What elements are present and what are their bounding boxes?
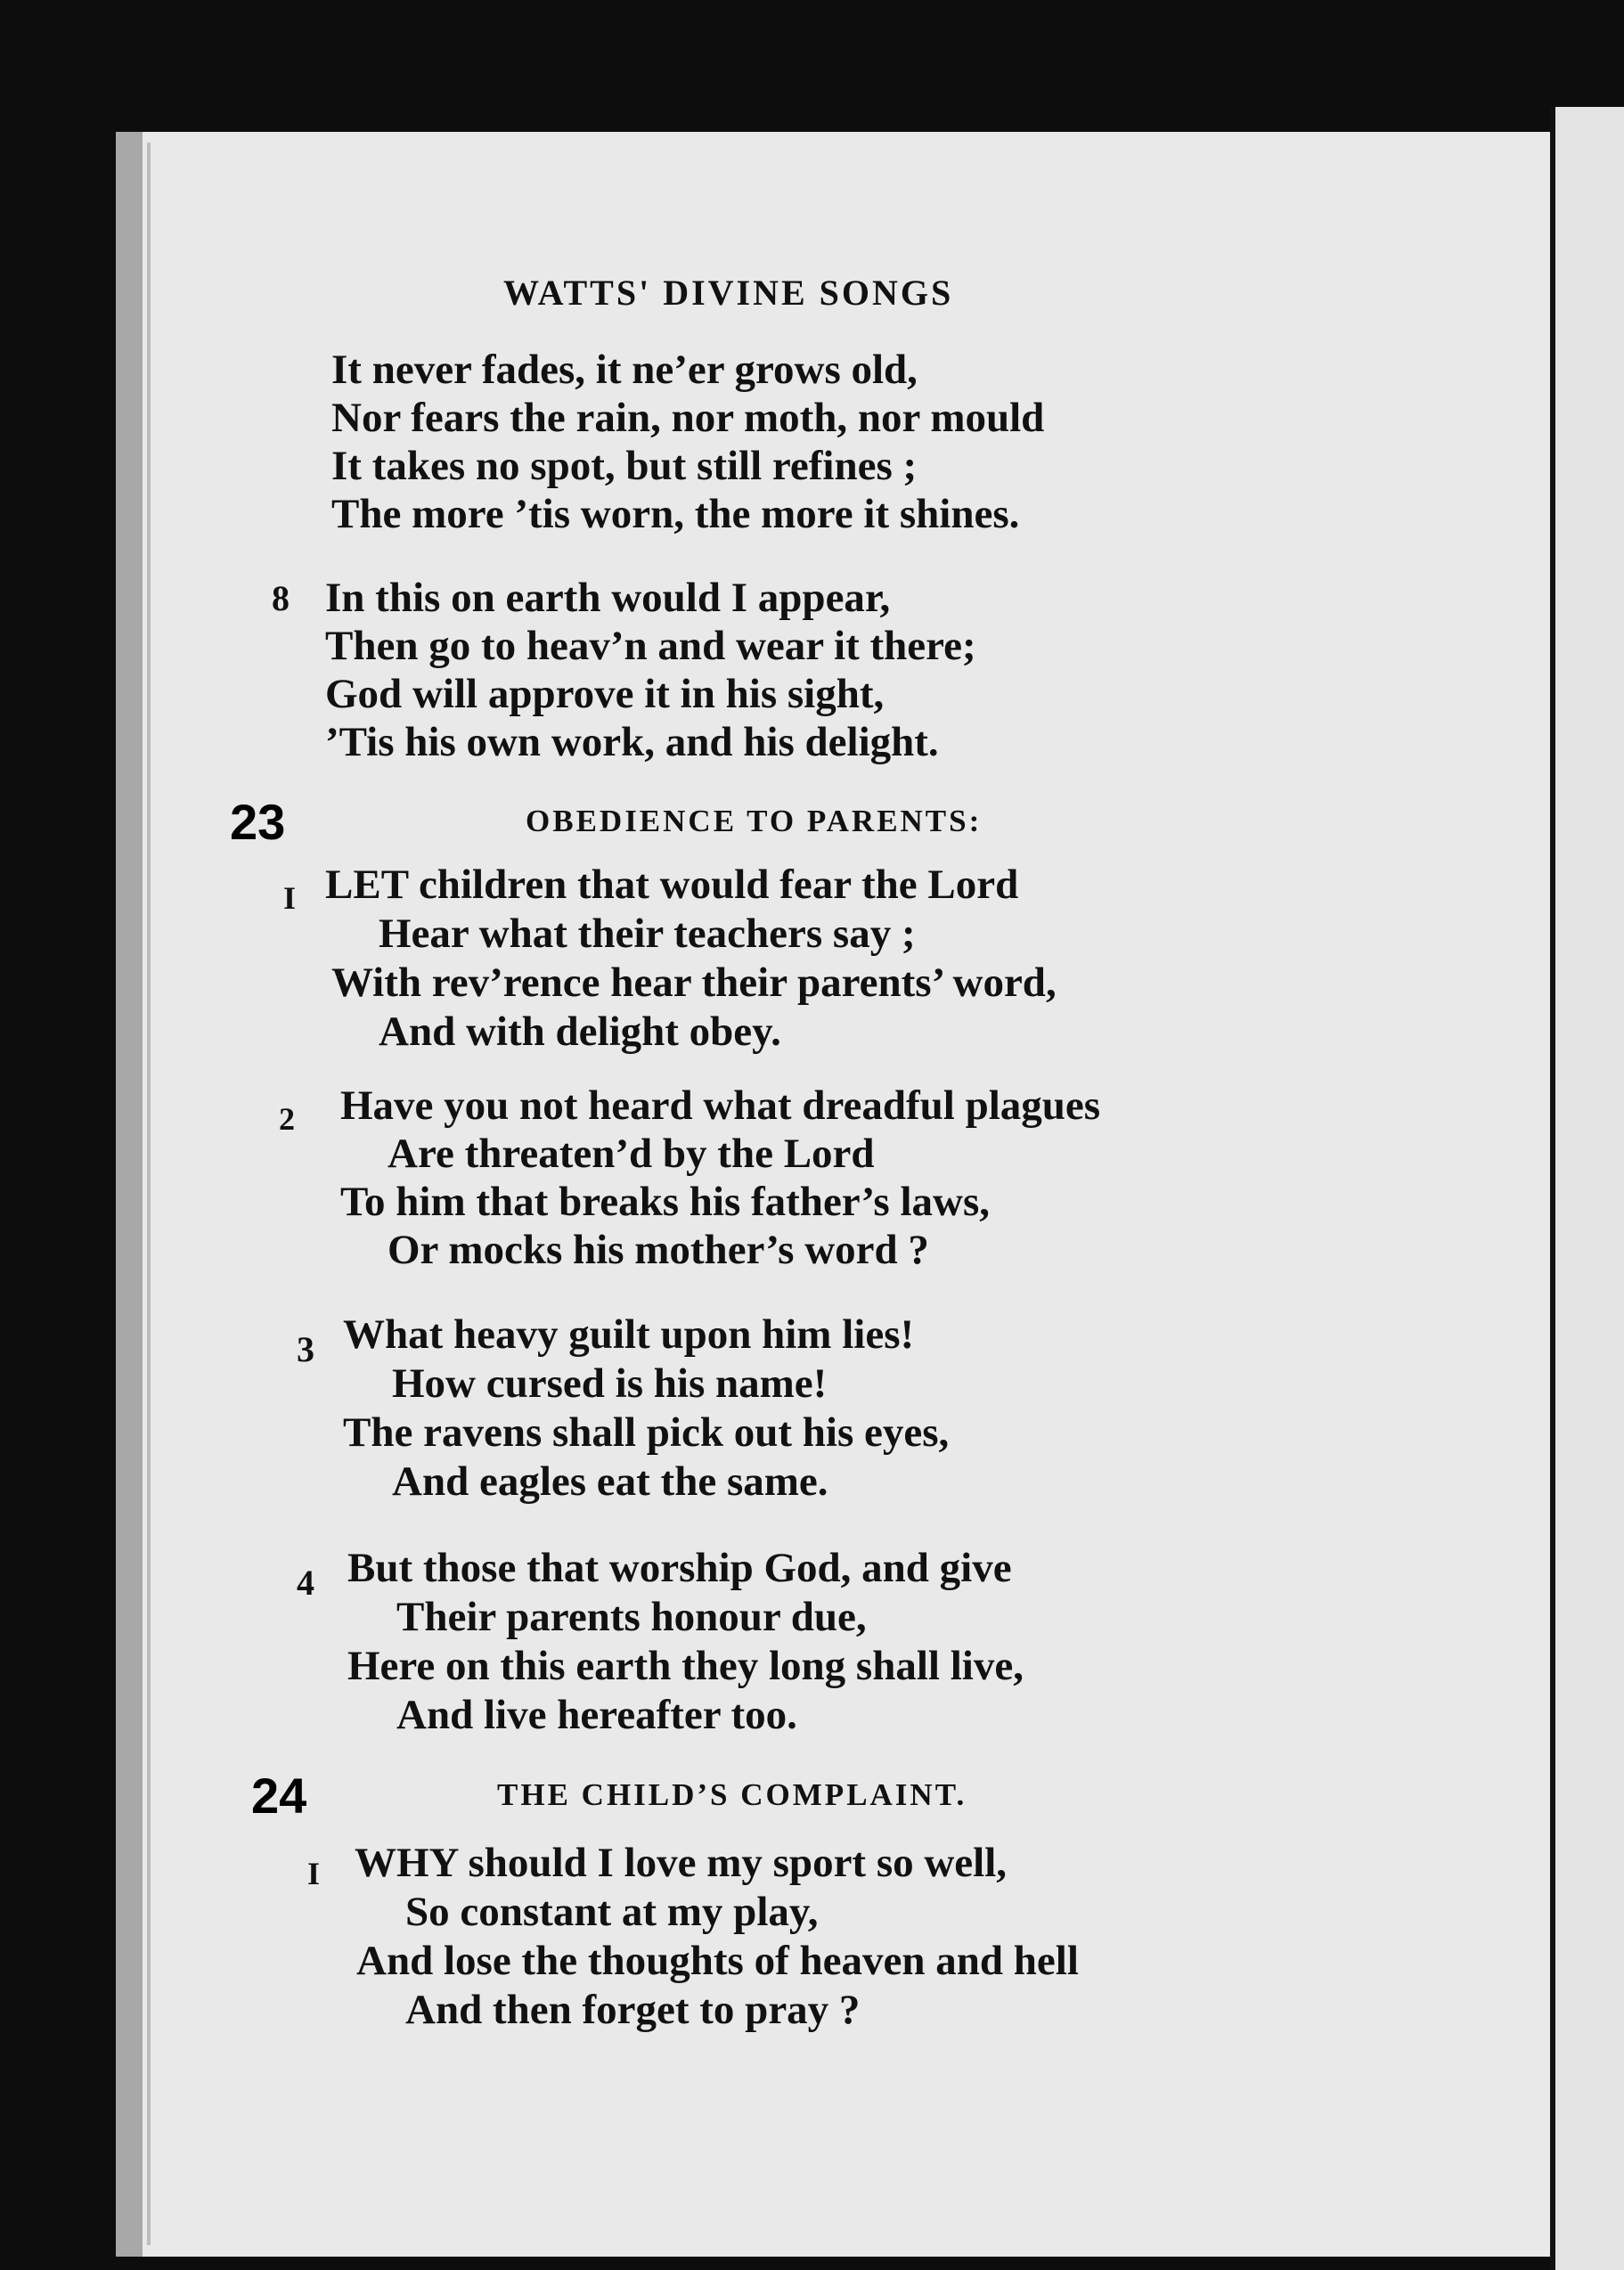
verse-line: The ravens shall pick out his eyes,: [343, 1409, 950, 1456]
verse-line: Here on this earth they long shall live,: [347, 1643, 1024, 1689]
verse-line: Have you not heard what dreadful plagues: [340, 1082, 1101, 1129]
verse-line: Hear what their teachers say ;: [379, 910, 916, 957]
verse-line: So constant at my play,: [405, 1889, 819, 1935]
verse-line: God will approve it in his sight,: [325, 671, 885, 717]
hymn-number: 23: [230, 794, 286, 850]
verse-line: Then go to heav’n and wear it there;: [325, 623, 976, 669]
verse-line: And live hereafter too.: [396, 1692, 797, 1738]
verse-line: To him that breaks his father’s laws,: [340, 1179, 991, 1225]
stanza-number: I: [307, 1856, 321, 1891]
verse-line: But those that worship God, and give: [347, 1545, 1012, 1591]
verse-line: How cursed is his name!: [392, 1360, 828, 1407]
verse-line: The more ’tis worn, the more it shines.: [331, 491, 1020, 537]
verse-line: And then forget to pray ?: [405, 1987, 861, 2033]
verse-line: It takes no spot, but still refines ;: [331, 443, 918, 489]
verse-line: In this on earth would I appear,: [325, 575, 891, 621]
stanza-number: 8: [272, 578, 290, 618]
verse-line: Nor fears the rain, nor moth, nor mould: [331, 395, 1045, 441]
verse-line: It never fades, it ne’er grows old,: [331, 347, 918, 393]
verse-line: Are threaten’d by the Lord: [388, 1131, 875, 1177]
hymn-title: THE CHILD’S COMPLAINT.: [497, 1777, 967, 1812]
verse-line: Or mocks his mother’s word ?: [388, 1227, 929, 1273]
running-header: WATTS' DIVINE SONGS: [503, 273, 954, 313]
verse-line: Their parents honour due,: [396, 1594, 867, 1640]
verse-line: And lose the thoughts of heaven and hell: [356, 1938, 1079, 1984]
verse-line: What heavy guilt upon him lies!: [343, 1311, 915, 1358]
verse-line: And with delight obey.: [379, 1008, 781, 1055]
verse-line: WHY should I love my sport so well,: [355, 1840, 1008, 1886]
verse-line: With rev’rence hear their parents’ word,: [331, 959, 1057, 1006]
verse-line: ’Tis his own work, and his delight.: [325, 719, 939, 765]
stanza-number: 2: [279, 1101, 295, 1137]
hymn-title: OBEDIENCE TO PARENTS:: [526, 804, 983, 838]
stanza-number: 3: [297, 1329, 314, 1369]
verse-line: And eagles eat the same.: [392, 1458, 828, 1505]
hymn-number: 24: [251, 1768, 307, 1824]
stanza-number: 4: [297, 1563, 314, 1603]
facing-page-edge: [1550, 107, 1624, 2270]
page-gutter: [147, 143, 151, 2245]
verse-line: LET children that would fear the Lord: [325, 861, 1019, 908]
stanza-number: I: [283, 880, 297, 916]
